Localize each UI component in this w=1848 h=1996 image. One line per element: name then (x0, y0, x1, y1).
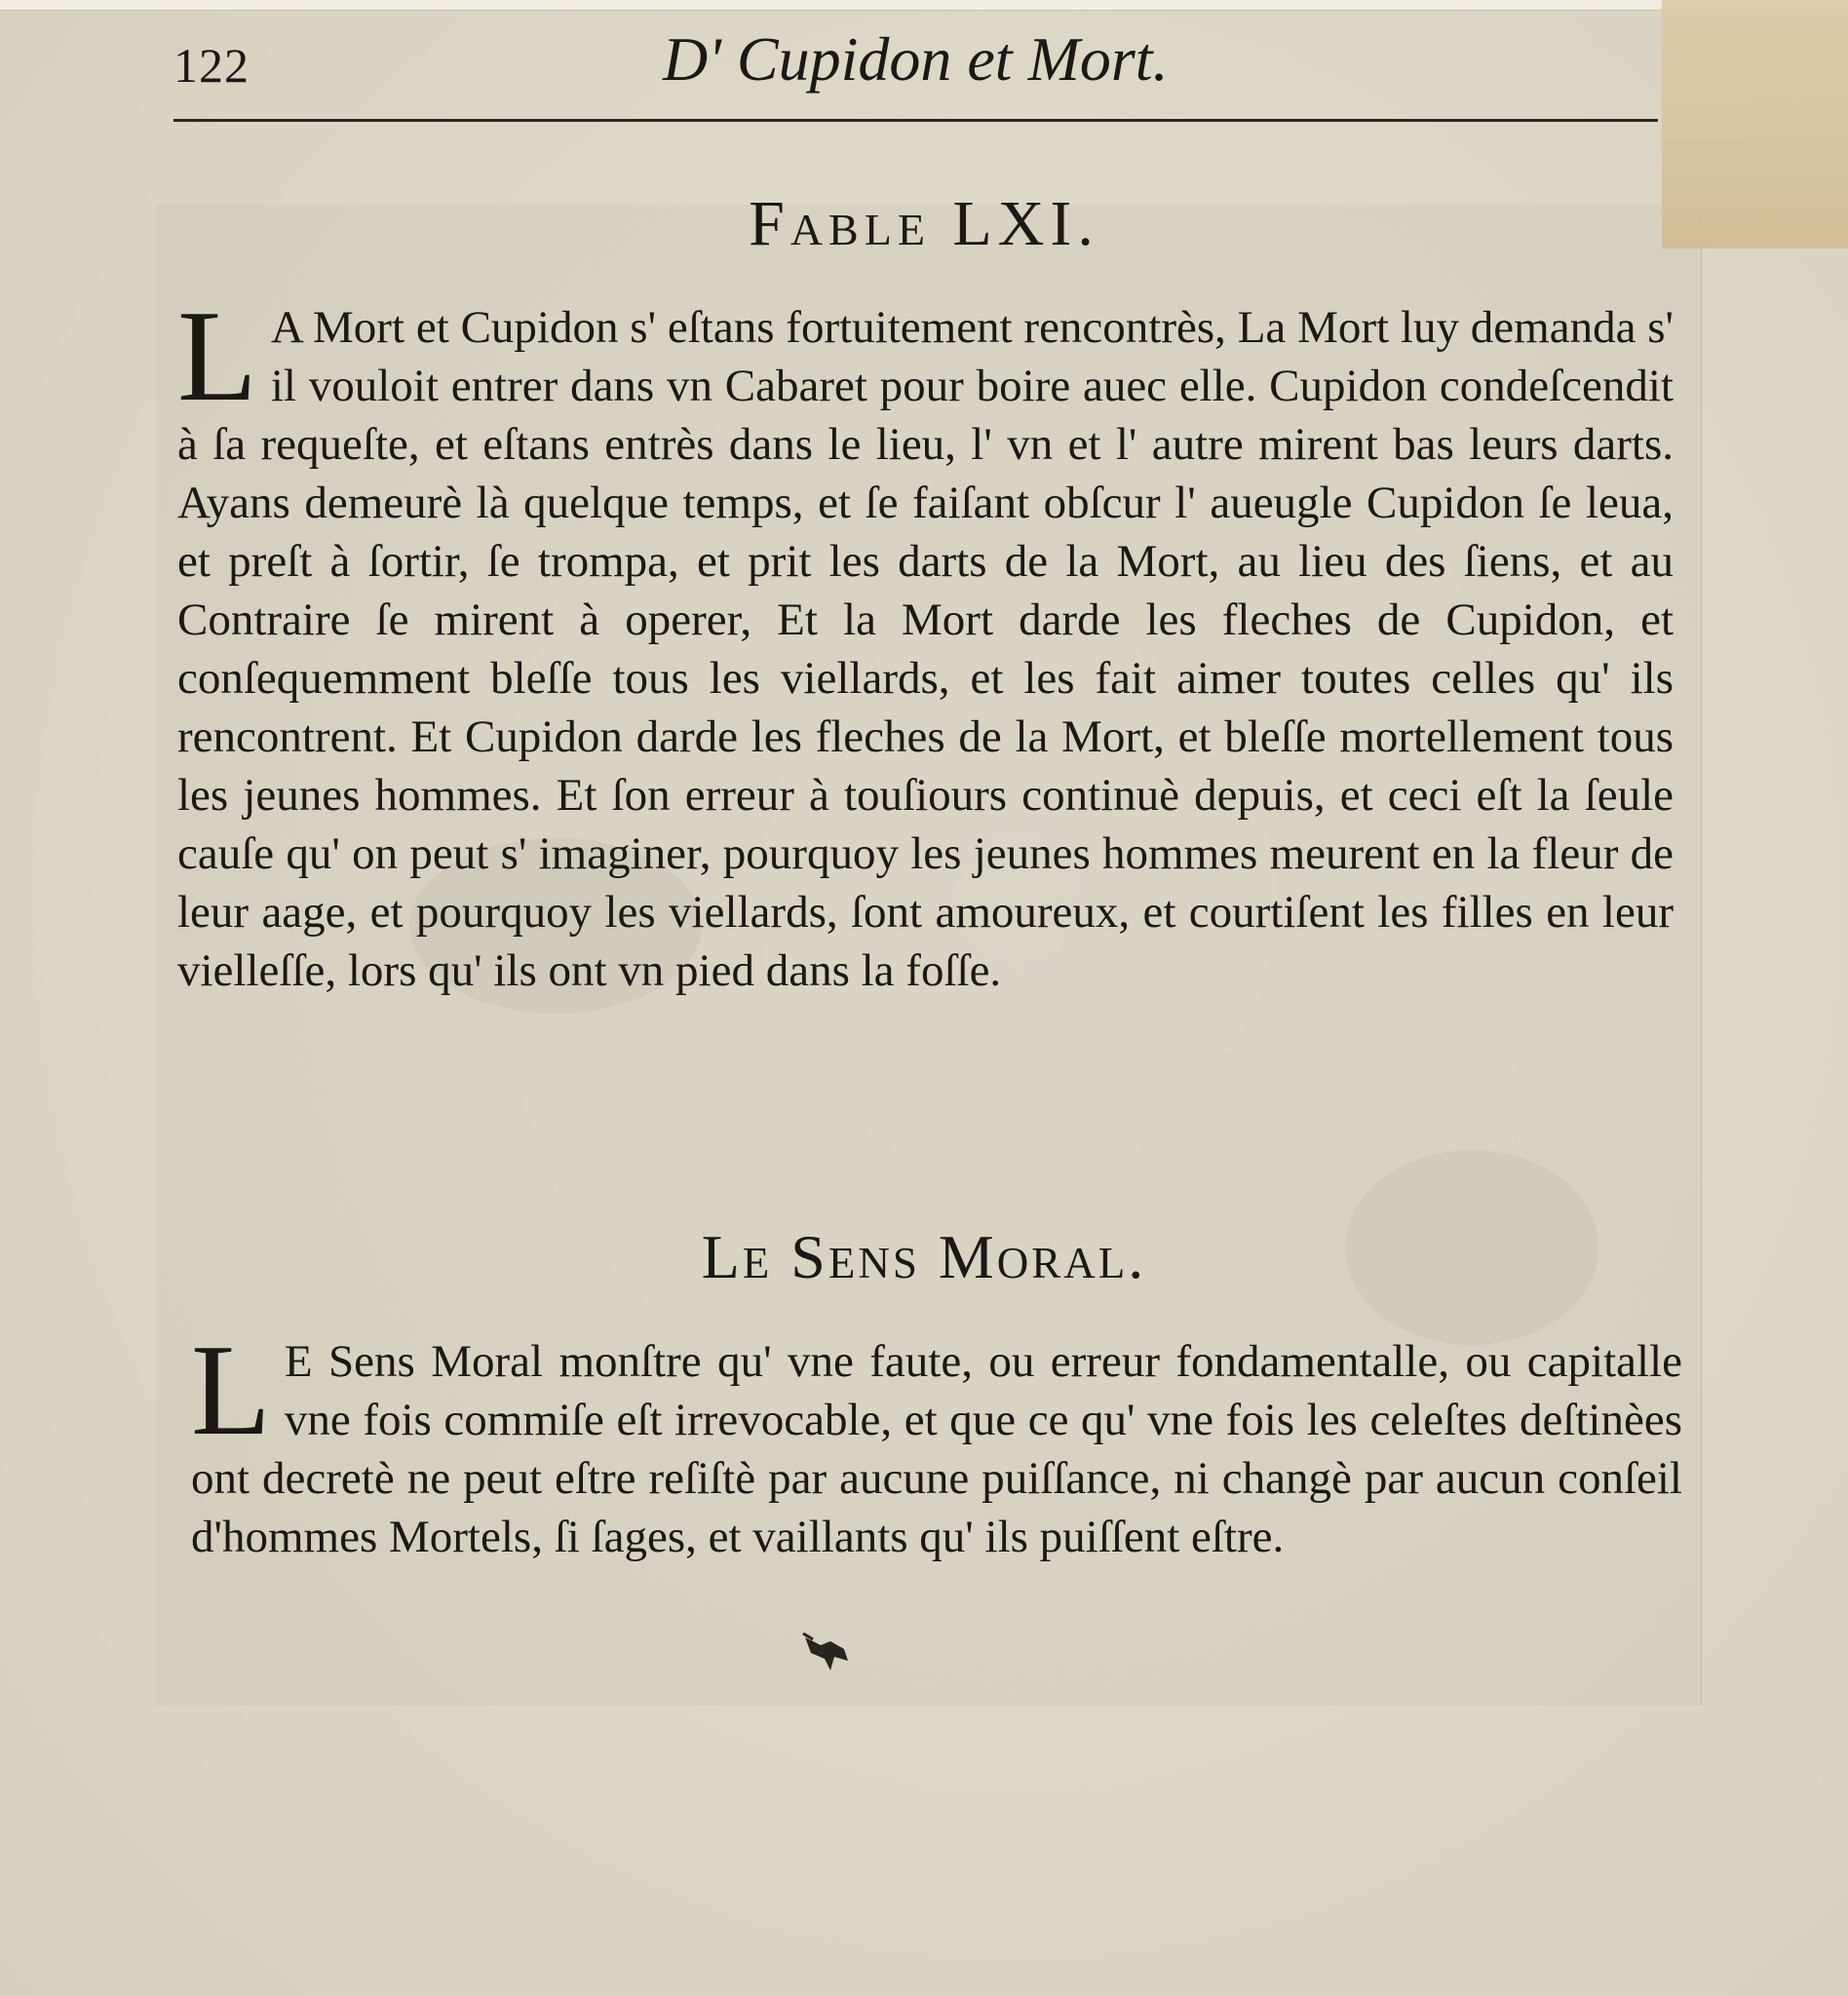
printer-ornament-icon (801, 1631, 852, 1674)
fable-dropcap: L (177, 284, 257, 428)
fable-paragraph: A Mort et Cupidon s' eſtans fortuitement rencontrès, La Mort luy demanda s' il vouloit entrer dans vn Cabaret pour boire auec elle. Cupidon condeſcendit à ſa requeſte, et eſtans entrès dans le lieu, l' vn et l' autre mirent bas leurs darts. Ayans demeurè là quelque temps, et ſe faiſant obſcur l' aueugle Cupidon ſe leua, et preſt à ſortir, ſe trompa, et prit les darts de la Mort, au lieu des ſiens, et au Contraire ſe mirent à operer, Et la Mort darde les fleches de Cupidon, et conſequemment bleſſe tous les viellards, et les fait aimer toutes celles qu' ils rencontrent. Et Cupidon darde les fleches de la Mort, et bleſſe mortellement tous les jeunes hommes. Et ſon erreur à touſiours continuè depuis, et ceci eſt la ſeule cauſe qu' on peut s' imaginer, pourquoy les jeunes hommes meurent en la fleur de leur aage, et pourquoy les viellards, ſont amoureux, et courtiſent les filles en leur vielleſſe, lors qu' ils ont vn pied dans la foſſe. (177, 302, 1674, 996)
moral-text-block (191, 1318, 1682, 1566)
running-title: D' Cupidon et Mort. (663, 24, 1169, 94)
moral-dropcap: L (191, 1318, 271, 1462)
header-rule (173, 119, 1658, 122)
moral-paragraph: E Sens Moral monſtre qu' vne faute, ou erreur fondamentalle, ou capitalle vne fois commiſe eſt irrevocable, et que ce qu' vne fois les celeſtes deſtinèes ont decretè ne peut eſtre reſiſtè par aucune puiſſance, ni changè par aucun conſeil d'hommes Mortels, ſi ſages, et vaillants qu' ils puiſſent eſtre. (191, 1336, 1682, 1562)
moral-title: Le Sens Moral. (701, 1222, 1147, 1291)
fable-title: Fable LXI. (749, 188, 1099, 259)
page-number: 122 (173, 38, 250, 93)
fable-text-block (177, 284, 1674, 1000)
top-paper-edge (0, 0, 1848, 11)
